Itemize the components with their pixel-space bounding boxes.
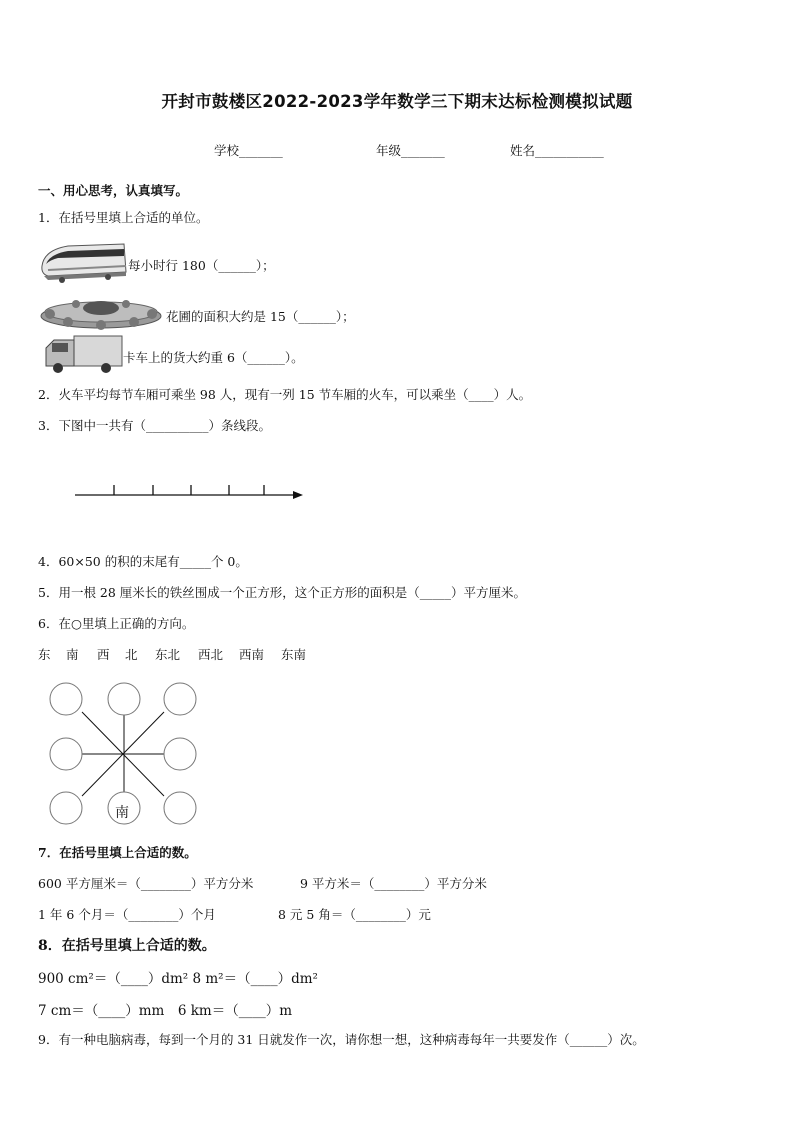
- line-segment-figure: [70, 480, 310, 504]
- question-7c: 1 年 6 个月＝（________）个月: [38, 907, 216, 922]
- page-title: 开封市鼓楼区2022-2023学年数学三下期末达标检测模拟试题: [161, 92, 633, 111]
- direction-option: 西南: [239, 647, 265, 662]
- direction-option: 东南: [281, 647, 307, 662]
- flower-bed-image: [38, 290, 164, 332]
- school-field: 学校_______: [214, 143, 283, 158]
- question-4: 4．60×50 的积的末尾有_____个 0。: [38, 554, 248, 569]
- name-field: 姓名___________: [510, 143, 604, 158]
- direction-option: 东: [38, 647, 51, 662]
- section-heading: 一、用心思考，认真填写。: [38, 183, 189, 198]
- direction-option: 南: [66, 647, 79, 662]
- question-9: 9．有一种电脑病毒，每到一个月的 31 日就发作一次，请你想一想，这种病毒每年一共要发作（______）次。: [38, 1032, 645, 1047]
- question-3: 3．下图中一共有（__________）条线段。: [38, 418, 271, 433]
- question-6-stem: 6．在○里填上正确的方向。: [38, 616, 195, 631]
- question-7a: 600 平方厘米＝（________）平方分米: [38, 876, 254, 891]
- question-8a: 900 cm²＝（____）dm² 8 m²＝（____）dm²: [38, 971, 318, 987]
- direction-option: 北: [125, 647, 138, 662]
- question-8-stem: 8．在括号里填上合适的数。: [38, 938, 216, 954]
- question-1c: 卡车上的货大约重 6（______）。: [123, 350, 304, 365]
- train-image: [38, 238, 130, 288]
- question-1-stem: 1．在括号里填上合适的单位。: [38, 210, 209, 225]
- given-direction-label: 南: [115, 805, 129, 821]
- truck-image: [44, 334, 124, 376]
- question-7d: 8 元 5 角＝（________）元: [278, 907, 431, 922]
- direction-option: 西北: [198, 647, 224, 662]
- question-1b: 花圃的面积大约是 15（______）；: [166, 309, 355, 324]
- question-7-stem: 7．在括号里填上合适的数。: [38, 845, 197, 860]
- question-5: 5．用一根 28 厘米长的铁丝围成一个正方形，这个正方形的面积是（_____）平方厘米。: [38, 585, 527, 600]
- direction-option: 东北: [155, 647, 181, 662]
- question-1a: 每小时行 180（______）；: [128, 258, 275, 273]
- question-2: 2．火车平均每节车厢可乘坐 98 人，现有一列 15 节车厢的火车，可以乘坐（____）人。: [38, 387, 532, 402]
- direction-option: 西: [97, 647, 110, 662]
- question-8b: 7 cm＝（____）mm 6 km＝（____）m: [38, 1003, 293, 1019]
- question-7b: 9 平方米＝（________）平方分米: [300, 876, 487, 891]
- grade-field: 年级_______: [376, 143, 445, 158]
